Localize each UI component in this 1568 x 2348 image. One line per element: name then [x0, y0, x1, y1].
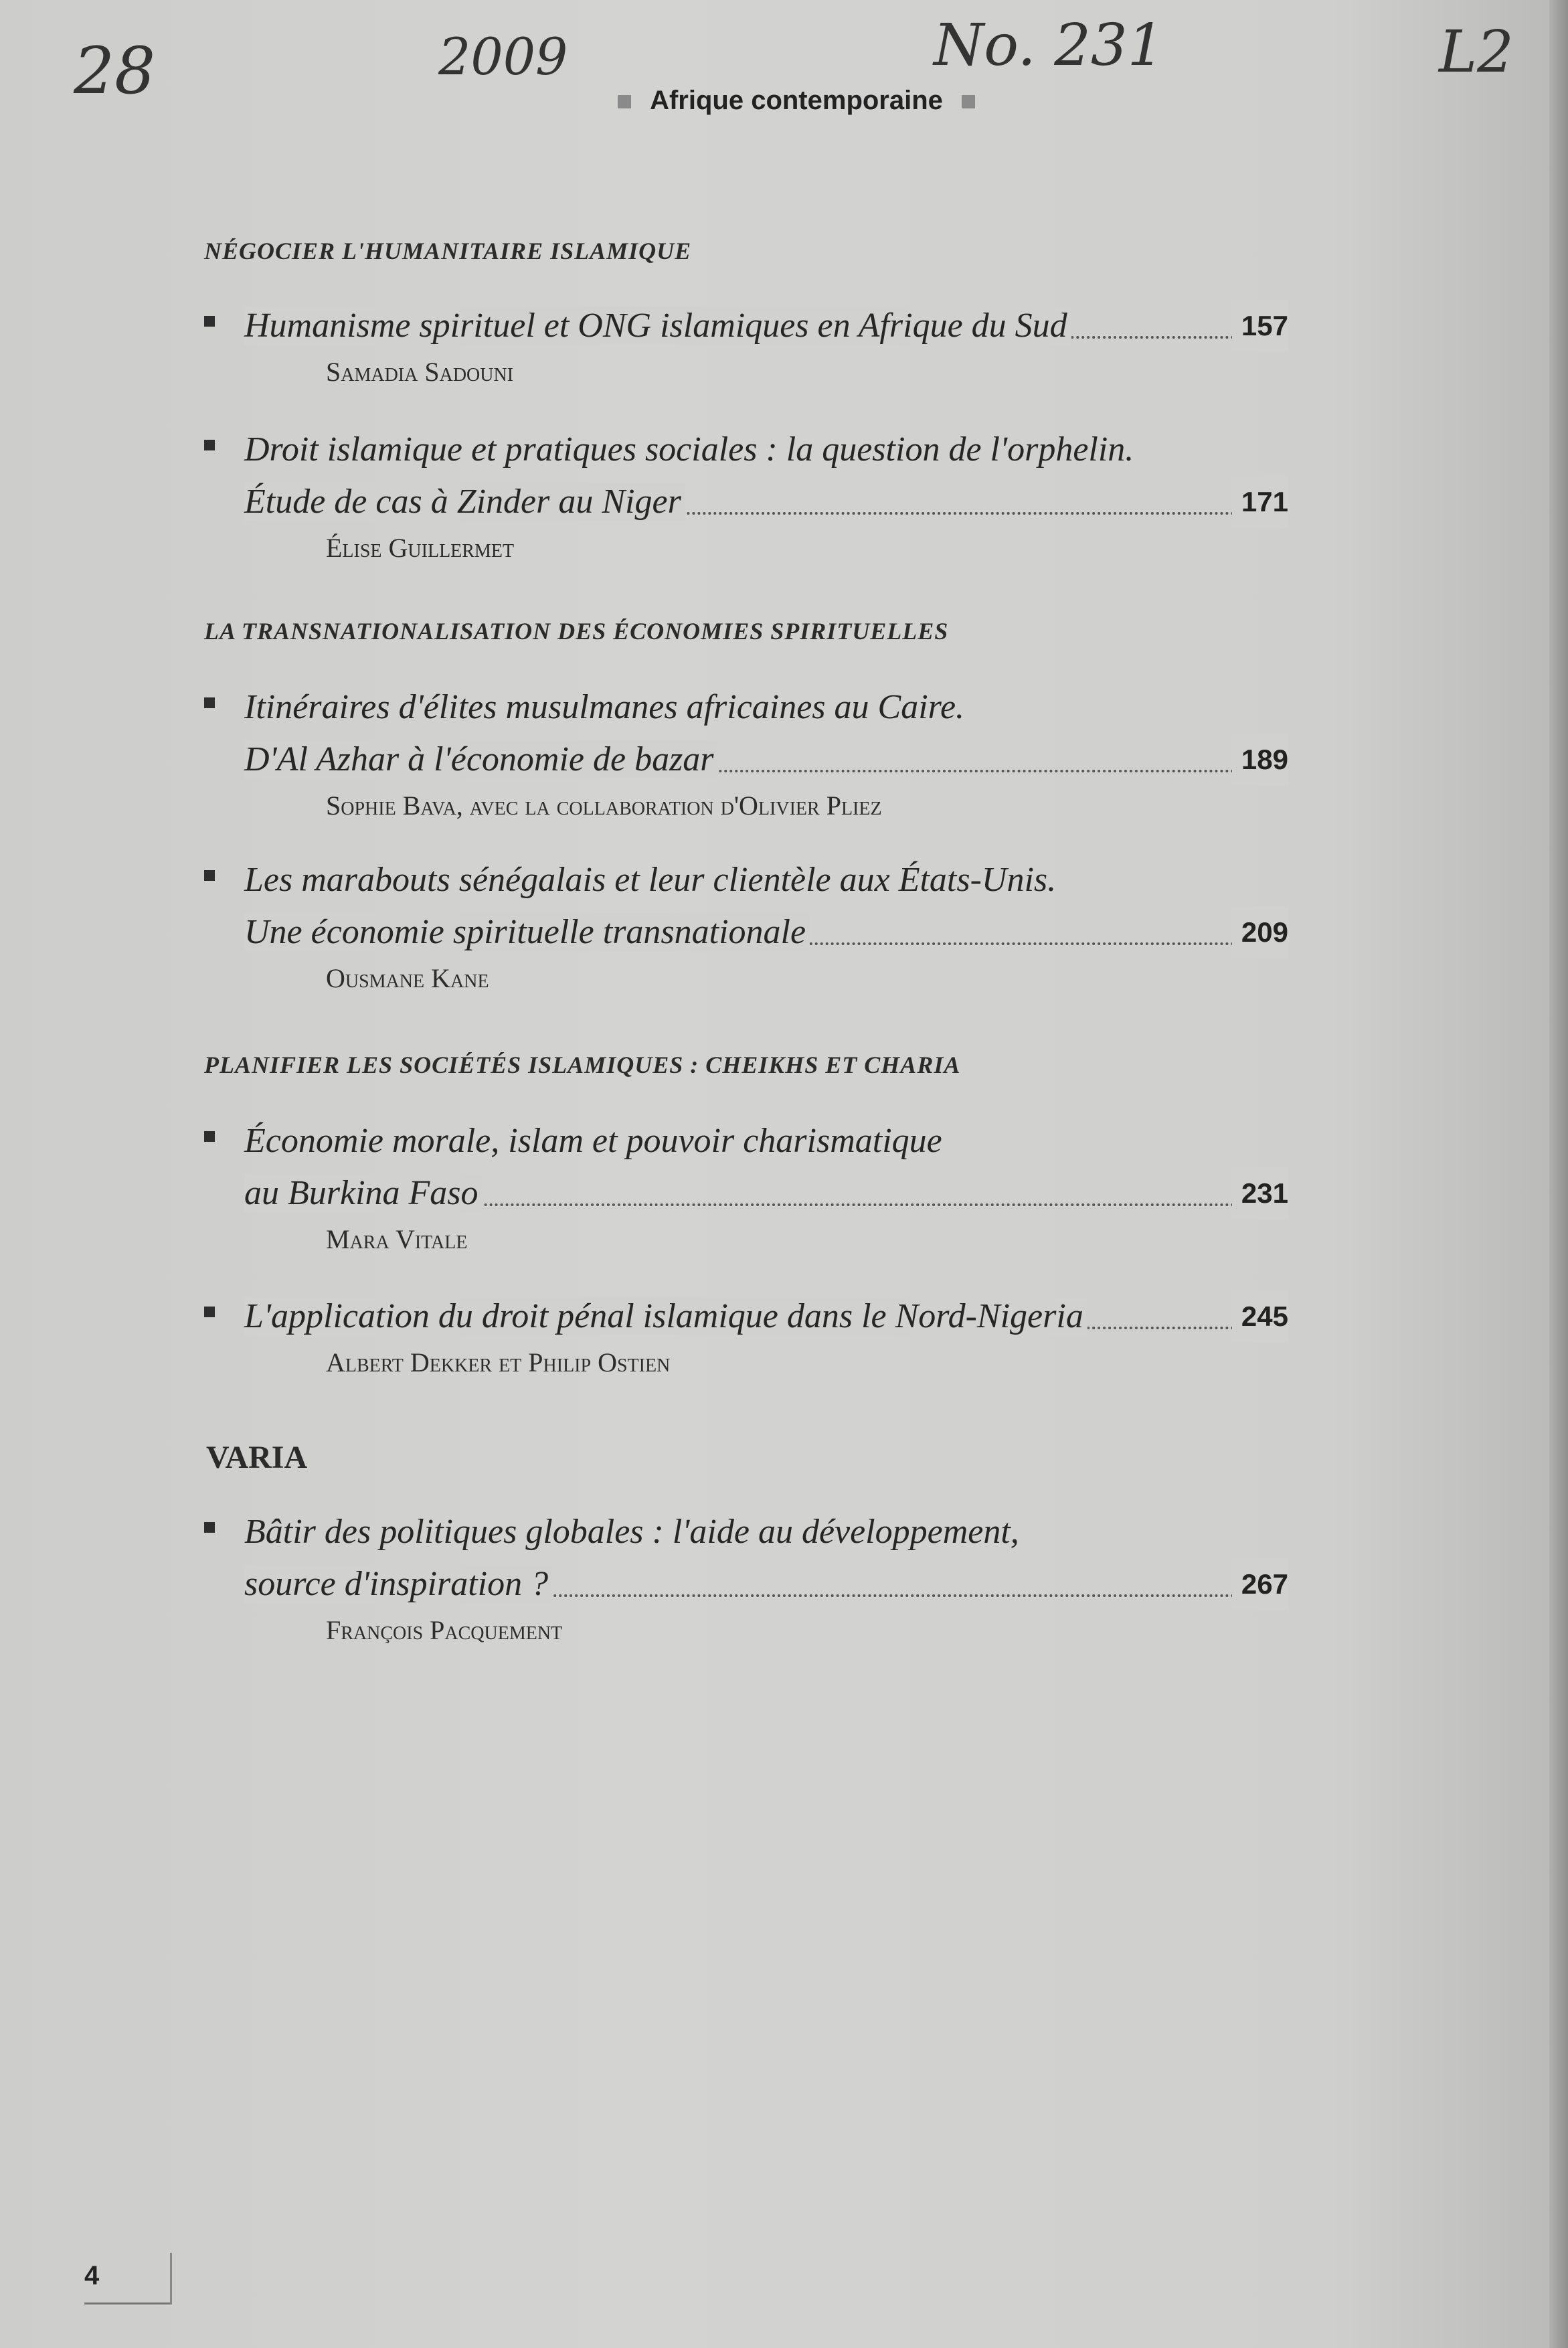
entry-title: Droit islamique et pratiques sociales : la question de l'orphelin.: [244, 430, 1134, 469]
bullet-square: [204, 316, 215, 327]
entry-author: Ousmane Kane: [326, 963, 489, 993]
entry-author: Samadia Sadouni: [326, 357, 514, 387]
toc-entry: [204, 681, 1288, 826]
handwritten-issue-number: No. 231: [934, 12, 1164, 79]
section-heading: PLANIFIER LES SOCIÉTÉS ISLAMIQUES : CHEIKHS ET CHARIA: [204, 1052, 961, 1078]
section-heading-varia: VARIA: [206, 1440, 308, 1475]
entry-page-number: 157: [1232, 300, 1288, 352]
running-header: [589, 86, 1004, 116]
bullet-square: [204, 1131, 215, 1142]
toc-entry: [204, 1115, 1288, 1260]
entry-title-continued: au Burkina Faso: [244, 1174, 483, 1212]
entry-page-number: 231: [1232, 1167, 1288, 1220]
entry-page-number: 189: [1232, 734, 1288, 786]
toc-entry: [204, 1506, 1288, 1651]
entry-title: Humanisme spirituel et ONG islamiques en Afrique du Sud: [244, 307, 1071, 345]
toc-entry: [204, 424, 1288, 568]
bullet-square: [204, 697, 215, 708]
handwritten-year: 2009: [438, 27, 568, 86]
entry-page-number: 209: [1232, 906, 1288, 958]
entry-title-continued: Une économie spirituelle transnationale: [244, 913, 810, 951]
footer-page-number: 4: [84, 2261, 100, 2290]
section-heading: NÉGOCIER L'HUMANITAIRE ISLAMIQUE: [204, 238, 692, 264]
bullet-square: [204, 440, 215, 450]
entry-author: Mara Vitale: [326, 1224, 468, 1254]
entry-title: L'application du droit pénal islamique dans le Nord-Nigeria: [244, 1297, 1087, 1335]
entry-page-number: 267: [1232, 1558, 1288, 1610]
entry-page-number: 245: [1232, 1290, 1288, 1343]
toc-entry: [204, 1290, 1288, 1383]
entry-title-continued: source d'inspiration ?: [244, 1565, 552, 1603]
entry-title: Bâtir des politiques globales : l'aide au développement,: [244, 1513, 1019, 1551]
entry-author: François Pacquement: [326, 1615, 563, 1645]
handwritten-shelf-mark: L2: [1439, 19, 1514, 86]
bullet-square: [204, 870, 215, 881]
binding-edge: [1549, 0, 1568, 2348]
entry-author: Élise Guillermet: [326, 533, 515, 563]
entry-title: Économie morale, islam et pouvoir charismatique: [244, 1122, 942, 1160]
entry-title-continued: Étude de cas à Zinder au Niger: [244, 483, 685, 521]
toc-entry: [204, 854, 1288, 999]
toc-entry: [204, 300, 1288, 392]
footer-rule: [84, 2302, 171, 2304]
handwritten-page-count: 28: [74, 33, 156, 108]
entry-title: Les marabouts sénégalais et leur clientèle aux États-Unis.: [244, 861, 1057, 899]
bullet-square: [204, 1307, 215, 1317]
footer-rule-tick: [170, 2253, 172, 2304]
entry-title-continued: D'Al Azhar à l'économie de bazar: [244, 740, 718, 778]
journal-title: Afrique contemporaine: [650, 86, 943, 115]
section-heading: LA TRANSNATIONALISATION DES ÉCONOMIES SPIRITUELLES: [204, 618, 949, 645]
entry-title: Itinéraires d'élites musulmanes africaines au Caire.: [244, 688, 965, 726]
entry-page-number: 171: [1232, 476, 1288, 528]
bullet-square: [204, 1522, 215, 1533]
header-square-left: [618, 95, 631, 108]
entry-author: Sophie Bava, avec la collaboration d'Olivier Pliez: [326, 790, 882, 821]
entry-author: Albert Dekker et Philip Ostien: [326, 1347, 671, 1377]
header-square-right: [962, 95, 975, 108]
